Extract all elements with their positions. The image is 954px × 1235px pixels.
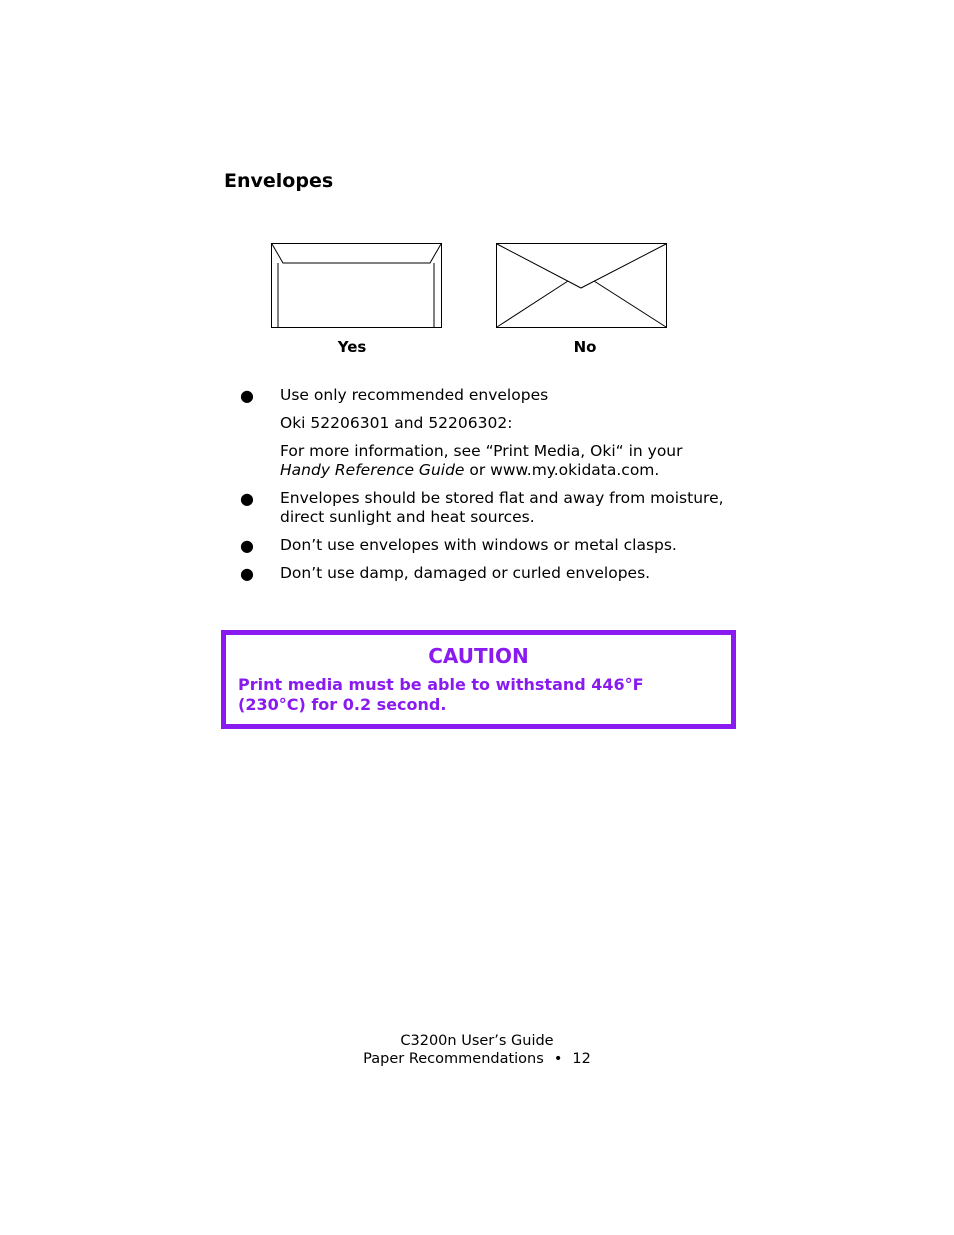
page-number: 12	[572, 1051, 591, 1067]
list-item-text: Envelopes should be stored flat and away from moisture, direct sunlight and heat sources.	[280, 489, 724, 526]
footer-section-line	[300, 1050, 654, 1068]
envelope-yes-illustration	[271, 243, 442, 329]
footer-separator: •	[553, 1051, 563, 1067]
footer-section: Paper Recommendations	[363, 1051, 544, 1067]
section-heading: Envelopes	[224, 170, 334, 192]
bullet-icon: ●	[240, 386, 254, 405]
bullet-icon: ●	[240, 564, 254, 583]
yes-caption: Yes	[337, 338, 367, 356]
footer-guide-title: C3200n User’s Guide	[400, 1033, 554, 1049]
list-item	[240, 489, 740, 527]
list-item-text: Don’t use envelopes with windows or metal clasps.	[280, 536, 677, 554]
caution-box	[221, 630, 736, 729]
list-item-text: Use only recommended envelopes	[280, 386, 549, 404]
reference-guide-title: Handy Reference Guide	[280, 461, 465, 479]
list-item	[240, 536, 740, 555]
list-item-text: Don’t use damp, damaged or curled envelopes.	[280, 564, 651, 582]
envelope-no-illustration	[496, 243, 667, 329]
page-footer	[300, 1032, 654, 1068]
list-item	[240, 564, 740, 583]
caution-text: Print media must be able to withstand 446°F (230°C) for 0.2 second.	[238, 675, 644, 714]
no-caption: No	[573, 338, 597, 356]
recommended-envelope-models: Oki 52206301 and 52206302:	[280, 414, 513, 432]
envelope-guidelines-list	[240, 386, 740, 583]
more-information-note: For more information, see “Print Media, Oki“ in your Handy Reference Guide or www.my.okidata.com.	[280, 442, 683, 479]
bullet-icon: ●	[240, 489, 254, 508]
caution-title: CAUTION	[428, 644, 529, 668]
bullet-icon: ●	[240, 536, 254, 555]
list-item	[240, 386, 740, 480]
